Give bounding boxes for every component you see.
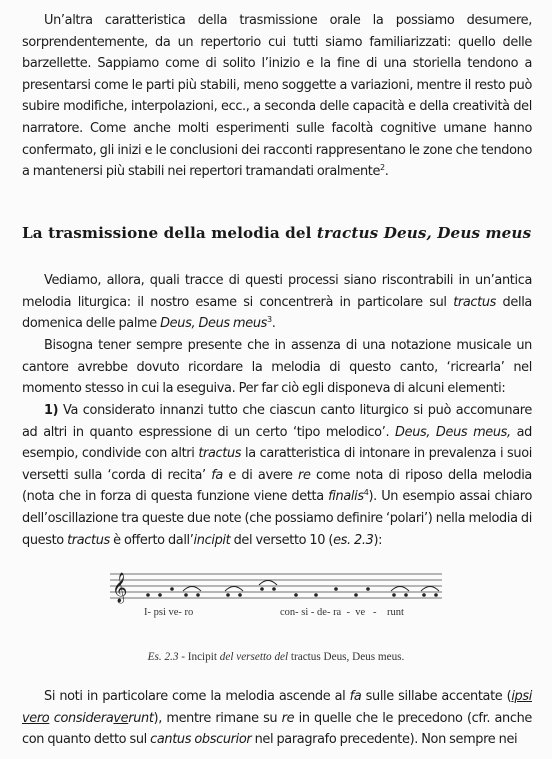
text: ):	[373, 532, 383, 548]
underlined-syllable: ve	[113, 710, 129, 726]
heading-text: La trasmissione della melodia del	[22, 224, 317, 242]
lyric-syllables-2: con- si - de- ra - ve - runt	[280, 607, 404, 618]
italic-word: runt	[128, 710, 154, 726]
text: ), mentre rimane su	[153, 710, 282, 726]
footnote-ref[interactable]: 2	[380, 163, 385, 173]
caption-text: tractus Deus, Deus meus.	[288, 651, 405, 663]
paragraph-intro-tractus	[22, 270, 532, 335]
heading-italic: tractus Deus, Deus meus	[316, 224, 532, 242]
caption-label: Es. 2.3	[147, 651, 179, 663]
list-number: 1)	[44, 403, 59, 418]
underlined-syllable: ipsi	[511, 689, 532, 704]
italic-term: tractus	[198, 446, 242, 462]
text: la caratteristica di intonare in prevalenza i suoi versetti sulla ‘corda di recita’	[22, 446, 532, 483]
figure-caption	[0, 651, 552, 663]
paragraph-analysis	[22, 686, 532, 751]
italic-term: finalis	[328, 489, 364, 505]
footnote-ref[interactable]: 3	[267, 315, 272, 325]
text: del versetto 10 (	[230, 532, 334, 548]
staff-notation	[0, 560, 552, 650]
paragraph-notation	[22, 335, 532, 400]
text: Bisogna tener sempre presente che in assenza di una notazione musicale un cantore avrebbe dovuto ricordare la melodia di questo canto, ‘ricrearla’ nel momento stesso in cui la eseguiva. Per far ciò egli disponeva di alcuni elementi:	[22, 338, 532, 397]
text: Va considerato innanzi tutto che ciascun canto liturgico si può accomunare ad altri in quanto espressione di un certo ‘tipo melodico’.	[22, 403, 532, 440]
caption-text: - Incipit	[178, 651, 220, 663]
example-ref[interactable]: es. 2.3	[333, 532, 374, 548]
text: Vediamo, allora, quali tracce di questi processi siano riscontrabili in un’antica melodia liturgica: il nostro esame si concentrerà in particolare sul	[22, 273, 532, 310]
italic-term: tractus	[453, 294, 497, 310]
treble-clef-icon: 𝄞	[112, 573, 128, 603]
italic-note: re	[281, 710, 295, 726]
paragraph-text: Un’altra caratteristica della trasmissione orale la possiamo desumere, sorprendentemente, da un repertorio cui tutti siamo familiarizzati: quello delle barzellette. Sappiamo come di solito l’inizio e la fine di una storiella tendono a presentarsi come le parti più stabili, meno soggette a variazioni, mentre il resto può subire modifiche, interpolazioni, ecc., a seconda delle capacità e della creatività del narratore. Come anche molti esperimenti sulle facoltà cognitive umane hanno confermato, gli inizi e le conclusioni dei racconti rappresentano le zone che tendono a mantenersi più stabili nei repertori tramandati oralmente	[22, 13, 532, 180]
text: come nota di riposo della melodia (nota che in forza di questa funzione viene detta	[22, 467, 532, 505]
italic-note: fa	[211, 467, 223, 483]
italic-term: tractus	[67, 532, 110, 548]
italic-title: Deus, Deus meus,	[395, 424, 511, 440]
section-heading	[22, 224, 532, 242]
caption-italic: del versetto del	[219, 651, 289, 663]
text: è offerto dall’	[109, 532, 194, 548]
italic-note: fa	[349, 689, 362, 704]
text: e di avere	[222, 467, 299, 483]
italic-title: Deus, Deus meus	[160, 316, 268, 332]
text: in quelle che le precedono (cfr. anche con quanto detto sul	[22, 710, 532, 748]
punctuation: .	[384, 164, 389, 180]
lyric-syllables-1: I- psi ve- ro	[144, 607, 194, 618]
paragraph-melodic-type	[22, 400, 532, 551]
italic-term: incipit	[193, 532, 231, 548]
punctuation: .	[271, 316, 276, 332]
italic-word: considera	[53, 710, 114, 726]
text: sulle sillabe accentate (	[361, 689, 512, 704]
underlined-syllable: vero	[22, 710, 50, 726]
text: ad esempio, condivide con altri	[22, 424, 533, 462]
text: nel paragrafo precedente). Non sempre nei	[251, 732, 518, 748]
text: ). Un esempio assai chiaro dell’oscillazione tra queste due note (che possiamo definire ‘polari’) nella melodia di questo	[22, 489, 532, 548]
paragraph-oral-transmission	[22, 10, 532, 183]
text: Si noti in particolare come la melodia ascende al	[44, 689, 350, 704]
text: della domenica delle palme	[22, 294, 532, 332]
italic-term: cantus obscurior	[150, 732, 252, 748]
footnote-ref[interactable]: 4	[363, 488, 369, 498]
italic-note: re	[298, 467, 311, 483]
